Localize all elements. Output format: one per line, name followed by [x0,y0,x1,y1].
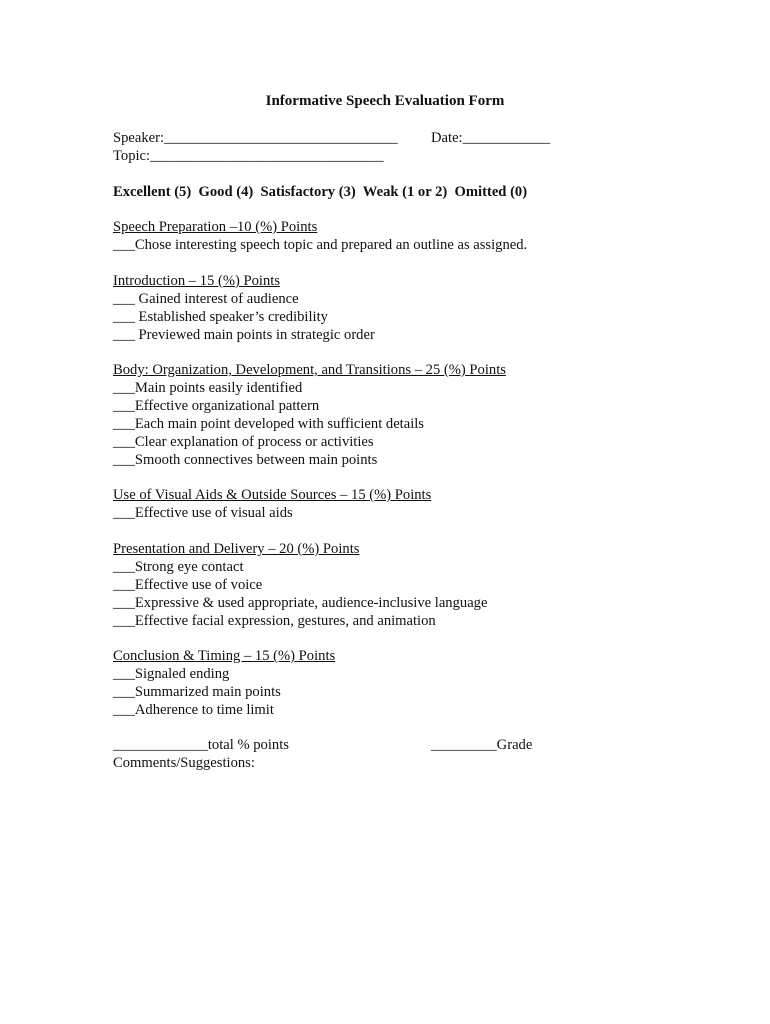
total-points-field[interactable]: _____________total % points [113,737,289,753]
checklist-item[interactable]: ___Effective use of voice [113,577,263,593]
checklist-item[interactable]: ___ Established speaker’s credibility [113,309,328,325]
checklist-item[interactable]: ___Main points easily identified [113,380,303,396]
checklist-item[interactable]: ___Each main point developed with sufficient details [113,416,424,432]
checklist-item[interactable]: ___Adherence to time limit [113,702,274,718]
comments-label: Comments/Suggestions: [113,755,255,771]
rating-scale: Excellent (5) Good (4) Satisfactory (3) Weak (1 or 2) Omitted (0) [113,184,528,200]
section-heading-visual-aids: Use of Visual Aids & Outside Sources – 15 (%) Points [113,487,432,503]
checklist-item[interactable]: ___Clear explanation of process or activities [113,434,374,450]
checklist-item[interactable]: ___Effective facial expression, gestures, and animation [113,613,436,629]
checklist-item[interactable]: ___Signaled ending [113,666,230,682]
form-title: Informative Speech Evaluation Form [265,93,505,109]
checklist-item[interactable]: ___Chose interesting speech topic and prepared an outline as assigned. [113,237,528,253]
checklist-item[interactable]: ___ Previewed main points in strategic order [113,327,375,343]
section-heading-introduction: Introduction – 15 (%) Points [113,273,281,289]
section-heading-body: Body: Organization, Development, and Transitions – 25 (%) Points [113,362,506,378]
section-heading-delivery: Presentation and Delivery – 20 (%) Points [113,541,360,557]
checklist-item[interactable]: ___Strong eye contact [113,559,244,575]
checklist-item[interactable]: ___Effective organizational pattern [113,398,320,414]
section-heading-preparation: Speech Preparation –10 (%) Points [113,219,318,235]
checklist-item[interactable]: ___Expressive & used appropriate, audience-inclusive language [113,595,488,611]
speaker-field[interactable]: Speaker:________________________________ [113,130,398,146]
checklist-item[interactable]: ___ Gained interest of audience [113,291,299,307]
topic-field[interactable]: Topic:________________________________ [113,148,384,164]
section-heading-conclusion: Conclusion & Timing – 15 (%) Points [113,648,336,664]
date-field[interactable]: Date:____________ [431,130,551,146]
checklist-item[interactable]: ___Effective use of visual aids [113,505,293,521]
checklist-item[interactable]: ___Summarized main points [113,684,281,700]
grade-field[interactable]: _________Grade [431,737,533,753]
checklist-item[interactable]: ___Smooth connectives between main points [113,452,378,468]
